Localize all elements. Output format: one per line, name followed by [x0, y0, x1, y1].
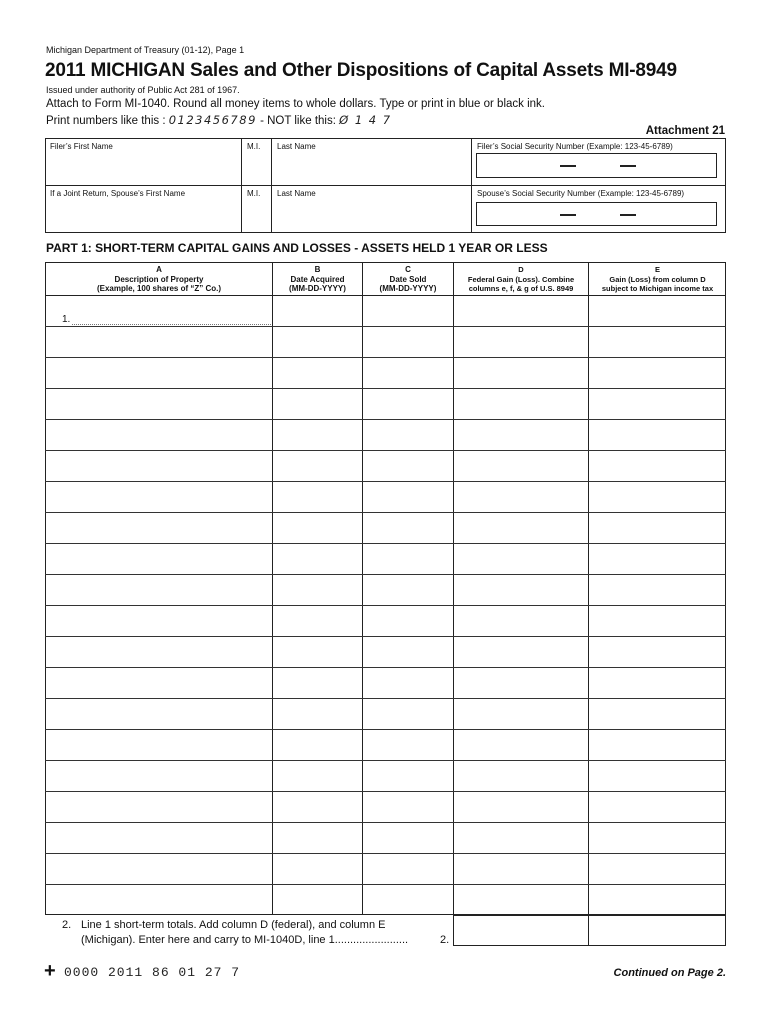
table-row-divider [45, 326, 726, 327]
date-acquired-input[interactable] [275, 639, 360, 664]
line-2-number: 2. [62, 919, 72, 931]
date-acquired-input[interactable] [275, 763, 360, 788]
form-code: 0000 2011 86 01 27 7 [64, 965, 241, 980]
print-bad-example: Ø 1 4 7 [339, 113, 392, 127]
date-sold-input[interactable] [365, 360, 451, 385]
michigan-gain-input[interactable] [591, 608, 723, 633]
federal-gain-input[interactable] [456, 453, 586, 478]
description-input[interactable] [74, 298, 270, 323]
date-acquired-input[interactable] [275, 608, 360, 633]
spouse-mi-label: M.I. [247, 189, 261, 198]
table-row-divider [45, 512, 726, 513]
filer-mi-input[interactable] [245, 156, 268, 180]
description-input[interactable] [48, 515, 270, 540]
date-sold-input[interactable] [365, 732, 451, 757]
filer-ssn-label: Filer’s Social Security Number (Example: 123-45-6789) [477, 142, 673, 151]
federal-gain-input[interactable] [456, 763, 586, 788]
date-sold-input[interactable] [365, 422, 451, 447]
column-subtitle: (MM-DD-YYYY) [379, 284, 437, 293]
column-d-header [454, 265, 588, 294]
michigan-gain-input[interactable] [591, 360, 723, 385]
spouse-last-name-label: Last Name [277, 189, 316, 198]
federal-gain-input[interactable] [456, 391, 586, 416]
description-input[interactable] [48, 794, 270, 819]
michigan-gain-input[interactable] [591, 546, 723, 571]
table-row-divider [45, 698, 726, 699]
table-row-divider [45, 574, 726, 575]
description-input[interactable] [48, 422, 270, 447]
line-2-text-b: (Michigan). Enter here and carry to MI-1040D, line 1........................ [81, 934, 409, 946]
column-a-header [46, 265, 272, 294]
description-input[interactable] [48, 701, 270, 726]
table-row-divider [45, 884, 726, 885]
authority-line: Issued under authority of Public Act 281 of 1967. [46, 85, 240, 95]
column-subtitle: (Example, 100 shares of “Z” Co.) [96, 284, 222, 293]
date-sold-input[interactable] [365, 391, 451, 416]
table-row-divider [45, 419, 726, 420]
department-line: Michigan Department of Treasury (01-12), Page 1 [46, 45, 245, 55]
federal-gain-input[interactable] [456, 298, 586, 323]
date-acquired-input[interactable] [275, 422, 360, 447]
federal-gain-input[interactable] [456, 329, 586, 354]
federal-gain-input[interactable] [456, 732, 586, 757]
filer-first-name-label: Filer’s First Name [50, 142, 113, 151]
date-sold-input[interactable] [365, 887, 451, 912]
federal-gain-input[interactable] [456, 515, 586, 540]
date-sold-input[interactable] [365, 794, 451, 819]
date-acquired-input[interactable] [275, 484, 360, 509]
column-title: Description of Property [114, 274, 204, 284]
date-acquired-input[interactable] [275, 887, 360, 912]
line-2-box-number: 2. [440, 934, 450, 946]
filer-divider [45, 185, 726, 186]
col-divider-b [272, 262, 273, 915]
table-row-divider [45, 667, 726, 668]
date-acquired-input[interactable] [275, 732, 360, 757]
line-1-dotted [72, 324, 271, 325]
spouse-ssn-label: Spouse’s Social Security Number (Example: 123-45-6789) [477, 189, 685, 198]
column-subtitle: columns e, f, & g of U.S. 8949 [468, 284, 574, 293]
col-divider-e [588, 262, 589, 915]
description-input[interactable] [48, 453, 270, 478]
date-sold-input[interactable] [365, 298, 451, 323]
column-letter: C [405, 265, 411, 274]
column-subtitle: subject to Michigan income tax [601, 284, 714, 293]
table-row-divider [45, 481, 726, 482]
column-letter: E [654, 265, 660, 274]
ssn-dash [560, 165, 576, 167]
federal-gain-input[interactable] [456, 794, 586, 819]
filer-last-name-input[interactable] [275, 156, 467, 180]
continued-note: Continued on Page 2. [613, 967, 726, 979]
michigan-gain-input[interactable] [591, 856, 723, 881]
description-input[interactable] [48, 391, 270, 416]
instructions-line: Attach to Form MI-1040. Round all money items to whole dollars. Type or print in blue or black ink. [46, 98, 545, 110]
last-name-divider [271, 138, 272, 233]
spouse-first-name-label: If a Joint Return, Spouse’s First Name [50, 189, 186, 198]
date-sold-input[interactable] [365, 763, 451, 788]
federal-gain-input[interactable] [456, 887, 586, 912]
table-row-divider [45, 605, 726, 606]
date-acquired-input[interactable] [275, 391, 360, 416]
date-sold-input[interactable] [365, 670, 451, 695]
description-input[interactable] [48, 825, 270, 850]
line-2-text-a: Line 1 short-term totals. Add column D (federal), and column E [81, 919, 386, 931]
michigan-gain-input[interactable] [591, 484, 723, 509]
description-input[interactable] [48, 670, 270, 695]
michigan-gain-input[interactable] [591, 391, 723, 416]
header-divider [45, 295, 726, 296]
table-row-divider [45, 729, 726, 730]
form-title: 2011 MICHIGAN Sales and Other Dispositions of Capital Assets MI-8949 [45, 60, 677, 81]
ssn-dash [620, 165, 636, 167]
spouse-first-name-input[interactable] [49, 203, 237, 229]
date-acquired-input[interactable] [275, 577, 360, 602]
date-sold-input[interactable] [365, 484, 451, 509]
date-acquired-input[interactable] [275, 453, 360, 478]
ssn-dash [620, 214, 636, 216]
print-label: Print numbers like this : [46, 115, 169, 127]
table-row-divider [45, 853, 726, 854]
date-sold-input[interactable] [365, 329, 451, 354]
table-row-divider [45, 543, 726, 544]
date-sold-input[interactable] [365, 546, 451, 571]
filer-last-name-label: Last Name [277, 142, 316, 151]
table-row-divider [45, 791, 726, 792]
federal-gain-input[interactable] [456, 670, 586, 695]
spouse-last-name-input[interactable] [275, 203, 467, 229]
michigan-gain-input[interactable] [591, 670, 723, 695]
line-2-divider [588, 915, 589, 946]
column-letter: B [314, 265, 321, 274]
date-acquired-input[interactable] [275, 670, 360, 695]
column-title: Date Sold [389, 274, 427, 284]
column-title: Gain (Loss) from column D [609, 274, 706, 284]
michigan-gain-input[interactable] [591, 453, 723, 478]
description-input[interactable] [48, 732, 270, 757]
table-row-divider [45, 822, 726, 823]
print-not-label: - NOT like this: [256, 115, 340, 127]
michigan-gain-input[interactable] [591, 825, 723, 850]
column-b-header [273, 265, 362, 294]
date-acquired-input[interactable] [275, 701, 360, 726]
federal-gain-input[interactable] [456, 484, 586, 509]
date-sold-input[interactable] [365, 608, 451, 633]
filer-mi-label: M.I. [247, 142, 261, 151]
print-good-example: 0123456789 [168, 113, 257, 127]
michigan-gain-input[interactable] [591, 298, 723, 323]
ssn-dash [560, 214, 576, 216]
table-row-divider [45, 636, 726, 637]
federal-gain-input[interactable] [456, 422, 586, 447]
line-1-number: 1. [62, 314, 71, 325]
description-input[interactable] [48, 887, 270, 912]
plus-marker: + [44, 960, 56, 982]
description-input[interactable] [48, 360, 270, 385]
date-sold-input[interactable] [365, 825, 451, 850]
date-sold-input[interactable] [365, 639, 451, 664]
column-subtitle: (MM-DD-YYYY) [289, 284, 346, 293]
michigan-gain-input[interactable] [591, 732, 723, 757]
column-e-header [589, 265, 726, 294]
michigan-gain-input[interactable] [591, 329, 723, 354]
date-acquired-input[interactable] [275, 329, 360, 354]
line-2-michigan-total-input[interactable] [591, 918, 723, 943]
column-letter: D [518, 265, 524, 274]
michigan-gain-input[interactable] [591, 639, 723, 664]
description-input[interactable] [48, 546, 270, 571]
date-sold-input[interactable] [365, 577, 451, 602]
description-input[interactable] [48, 763, 270, 788]
table-row-divider [45, 760, 726, 761]
date-acquired-input[interactable] [275, 515, 360, 540]
table-row-divider [45, 450, 726, 451]
federal-gain-input[interactable] [456, 639, 586, 664]
spouse-mi-input[interactable] [245, 203, 268, 229]
date-acquired-input[interactable] [275, 546, 360, 571]
description-input[interactable] [48, 856, 270, 881]
date-sold-input[interactable] [365, 453, 451, 478]
spouse-ssn-input[interactable] [476, 202, 717, 226]
michigan-gain-input[interactable] [591, 763, 723, 788]
description-input[interactable] [48, 329, 270, 354]
federal-gain-input[interactable] [456, 360, 586, 385]
michigan-gain-input[interactable] [591, 701, 723, 726]
date-sold-input[interactable] [365, 515, 451, 540]
description-input[interactable] [48, 484, 270, 509]
date-sold-input[interactable] [365, 701, 451, 726]
federal-gain-input[interactable] [456, 608, 586, 633]
michigan-gain-input[interactable] [591, 422, 723, 447]
date-acquired-input[interactable] [275, 856, 360, 881]
ssn-divider [471, 138, 472, 233]
line-2-federal-total-input[interactable] [456, 918, 585, 943]
michigan-gain-input[interactable] [591, 515, 723, 540]
table-row-divider [45, 357, 726, 358]
description-input[interactable] [48, 608, 270, 633]
mi-divider [241, 138, 242, 233]
column-c-header [363, 265, 453, 294]
column-letter: A [156, 265, 162, 274]
date-acquired-input[interactable] [275, 794, 360, 819]
michigan-gain-input[interactable] [591, 577, 723, 602]
federal-gain-input[interactable] [456, 825, 586, 850]
column-title: Date Acquired [290, 274, 345, 284]
print-numbers-line [46, 113, 392, 127]
date-acquired-input[interactable] [275, 298, 360, 323]
federal-gain-input[interactable] [456, 701, 586, 726]
federal-gain-input[interactable] [456, 546, 586, 571]
description-input[interactable] [48, 639, 270, 664]
col-divider-c [362, 262, 363, 915]
table-row-divider [45, 388, 726, 389]
federal-gain-input[interactable] [456, 856, 586, 881]
federal-gain-input[interactable] [456, 577, 586, 602]
filer-first-name-input[interactable] [49, 156, 237, 180]
col-divider-d [453, 262, 454, 915]
filer-ssn-input[interactable] [476, 153, 717, 178]
michigan-gain-input[interactable] [591, 887, 723, 912]
column-title: Federal Gain (Loss). Combine [467, 274, 575, 284]
attachment-number: Attachment 21 [645, 125, 725, 137]
date-acquired-input[interactable] [275, 360, 360, 385]
date-sold-input[interactable] [365, 856, 451, 881]
date-acquired-input[interactable] [275, 825, 360, 850]
part1-title: PART 1: SHORT-TERM CAPITAL GAINS AND LOSSES - ASSETS HELD 1 YEAR OR LESS [46, 241, 548, 255]
michigan-gain-input[interactable] [591, 794, 723, 819]
description-input[interactable] [48, 577, 270, 602]
